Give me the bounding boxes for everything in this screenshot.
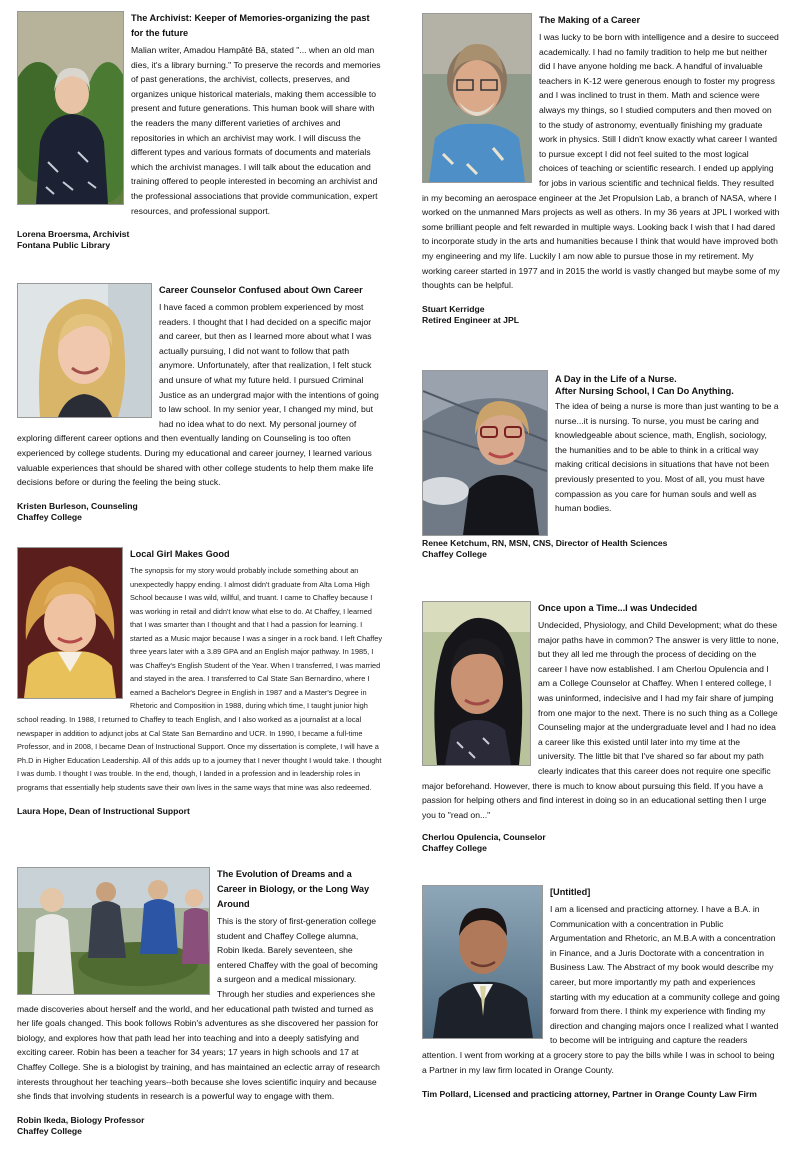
entry-nurse [422, 370, 780, 560]
author-name: Cherlou Opulencia, Counselor [422, 832, 546, 843]
author-affiliation: Chaffey College [422, 843, 487, 854]
photo-undecided [422, 601, 531, 766]
entry-body: The idea of being a nurse is more than just wanting to be a nurse...it is nursing. To nurse, you must be caring and knowledgeable about science, math, English, sociology, the humanities and to be able to think in a critical way making critical decisions in situations that have not been previously presented to you. Most of all, you must have compassion as you care for human souls and well as human bodies. [555, 401, 779, 514]
photo-local-girl [17, 547, 123, 699]
entry-author [17, 501, 383, 523]
entry-title: The Archivist: Keeper of Memories-organizing the past for the future [131, 13, 370, 38]
title-line: After Nursing School, I Can Do Anything. [555, 386, 734, 396]
photo-nurse [422, 370, 548, 536]
entry-counselor [17, 283, 383, 523]
entry-body: Undecided, Physiology, and Child Development; what do these major paths have in common? The answer is very little to none, but they all led me through the process of deciding on the career I have now established. I am Cherlou Opulencia and I am a College Counselor at Chaffey. When I entered college, I was uninformed, indecisive and I had my fair share of jumping from one major to the next. There is no such thing as a College Counseling major at the undergraduate level and I had no idea a career like this existed until later into my time at the university. The little bit that I've shared so far about my path clearly indicates that this career does not require one specific major beforehand. However, there is much to know about pursuing this field. If you have a passion for helping others and find interest in doing so in an educational setting then I urge you to "read on..." [422, 620, 779, 820]
entry-author [17, 806, 383, 817]
author-name: Stuart Kerridge [422, 303, 485, 314]
entry-undecided [422, 601, 780, 854]
entry-body: The synopsis for my story would probably include something about an unexpectedly happy ending. I almost didn't graduate from Alta Loma High School because I was wild, willful, and truant. I came to Chaffey because I was working in retail and didn't know what else to do. At Chaffey, I learned that I was smarter than I thought and that I had a passion for learning. I started as a Music major because I was a singer in a rock band. I left Chaffey three years later with a 3.89 GPA and an English major pathway. In 1985, I was Chaffey's English Student of the Year. When I transferred, I was married and stayed in the area. I transferred to Cal State San Bernardino, where I earned a Bachelor's Degree in English in 1987 and a Master's Degree in Rhetoric and Composition in 1988, during which time, I taught junior high school reading. In 1988, I returned to Chaffey to teach English, and I also worked as a journalist at a local newspaper in addition to adjunct jobs at Cal State San Bernardino and UCR. In 1990, I became a full-time Professor, and in 2008, I became Dean of Instructional Support. Once my dissertation is complete, I will have a Ph.D in Higher Education Leadership. All of this adds up to a journey that I never thought I would take. I thought I was dumb. I thought I was trouble. In the end, though, I landed in a profession and in leadership roles in programs that essentially help students save their own lives in the same ways that mine was also redeemed. [17, 566, 383, 792]
author-name: Kristen Burleson, Counseling [17, 500, 138, 511]
entry-title: The Evolution of Dreams and a Career in Biology, or the Long Way Around [217, 869, 370, 909]
author-name: Tim Pollard, Licensed and practicing attorney, Partner in Orange County Law Firm [422, 1089, 757, 1100]
entry-author [422, 538, 780, 560]
author-affiliation: Chaffey College [422, 549, 487, 559]
author-name: Robin Ikeda, Biology Professor [17, 1114, 145, 1125]
entry-author [422, 304, 780, 326]
entry-local-girl [17, 547, 383, 817]
entry-body: I am a licensed and practicing attorney. I have a B.A. in Communication with a concentration in Public Argumentation and Rhetoric, an M.B.A with a concentration in Finance, and a Juris Doctorate with a concentration in Business Law. The Abstract of my book would describe my career, but more importantly my path and experiences starting with my education at a community college and going forward from there. I think my experience with finding my direction and changing majors once I realized what I wanted to become will be intriguing and capture the readers attention. I went from working at a grocery store to pay the bills while I was in school to being a Partner in my law firm located in Orange County. [422, 904, 780, 1075]
entry-making-career [422, 13, 780, 326]
author-name: Lorena Broersma, Archivist [17, 229, 130, 240]
title-line: A Day in the Life of a Nurse. [555, 374, 677, 384]
entry-author [17, 229, 383, 251]
entry-title: The Making of a Career [539, 15, 641, 25]
entry-body: I was lucky to be born with intelligence and a desire to succeed academically. I had no family tradition to help me but neither did I have anyone holding me back. A handful of invaluable teachers in K-12 were generous enough to foster my progress and I was inclined to trust in them. Math and science were always my things, so I studied computers and then moved on to the study of astronomy, eventually finishing my graduate work in physics. Still I didn't know exactly what career I wanted to pursue except I did not feel suited to the most logical choices of teaching or scientific research. I ended up applying for jobs in various scientific and technical fields. They resulted in my becoming an aerospace engineer at the Jet Propulsion Lab, a branch of NASA, where I worked on the unmanned Mars projects as well as others. In my 36 years at JPL I worked with some brilliant people and felt rewarded in multiple ways. Looking back I wish that I had dared to incorporate study in the arts and humanities because I think that would have improved both my engineering and my life. Luckily I am now able to pursue those in my retirement. My working career started in 1977 and in 2015 the world is vastly changed but maybe some of my thoughts can be helpful. [422, 32, 780, 291]
author-affiliation: Fontana Public Library [17, 240, 111, 251]
photo-counselor [17, 283, 152, 418]
entry-body: Malian writer, Amadou Hampâté Bâ, stated "... when an old man dies, it's a library burning." To preserve the records and memories of past generations, the archivist, collects, preserves, and organizes unique historical materials, making them accessible to present and future generations. This human book will share with the readers the many different varieties of archives and repositories in which an archivist may work. I will discuss the different types and various formats of documents and materials which the archivist manages. I will talk about the education and training offered to people interested in becoming an archivist and the professional associations that provide communication, expert resources, and professional support. [131, 45, 381, 216]
entry-author [422, 1089, 780, 1100]
photo-evolution [17, 867, 210, 995]
author-affiliation: Retired Engineer at JPL [422, 314, 519, 325]
author-name: Renee Ketchum, RN, MSN, CNS, Director of Health Sciences [422, 538, 668, 548]
entry-author [17, 1115, 383, 1137]
entry-body: This is the story of first-generation college student and Chaffey College alumna, Robin Ikeda. Barely seventeen, she entered Chaffey with the goal of becoming a surgeon and a medical missionary. Through her studies and experiences she made discoveries about herself and the world, and her educational path twisted and turned as her life goals changed. This book follows Robin's adventures as she discovered her passion for biology, and explores how that path lead her into teaching and into a deeply satisfying and exciting career. Robin has been a teacher for 34 years; 17 years in high schools and 17 at Chaffey College. She is a biologist by training, and has maintained an eclectic array of research interests throughout her teaching years--both because she loves scientific inquiry and because she finds that involving students in research is a powerful way to engage with them. [17, 916, 380, 1102]
photo-making-career [422, 13, 532, 183]
entry-title: [Untitled] [550, 887, 591, 897]
photo-untitled [422, 885, 543, 1039]
entry-evolution [17, 867, 383, 1137]
entry-untitled [422, 885, 780, 1100]
entry-archivist [17, 11, 383, 251]
author-name: Laura Hope, Dean of Instructional Support [17, 806, 190, 817]
entry-body: I have faced a common problem experienced by most readers. I thought that I had decided on a specific major and career, but then as I learned more about what I was actually pursuing, I did not want to follow that path anymore. Unfortunately, after that realization, I felt stuck and unsure of what my future held. I pursued Criminal Justice as an undergrad major with the intentions of going to law school. In my senior year, I changed my mind, but had no idea what to do next. My personal journey of exploring different career options and then eventually landing on Counseling is too often experienced by college students. During my educational and career journey, I learned various valuable experiences that should be shared with other college students to help them make life decisions before or during the feeling the being stuck. [17, 302, 379, 488]
entry-title: Local Girl Makes Good [130, 549, 230, 559]
entry-title: Once upon a Time...I was Undecided [538, 603, 698, 613]
entry-title: Career Counselor Confused about Own Career [159, 285, 363, 295]
author-affiliation: Chaffey College [17, 1125, 82, 1136]
entry-author [422, 832, 780, 854]
photo-archivist [17, 11, 124, 205]
author-affiliation: Chaffey College [17, 511, 82, 522]
